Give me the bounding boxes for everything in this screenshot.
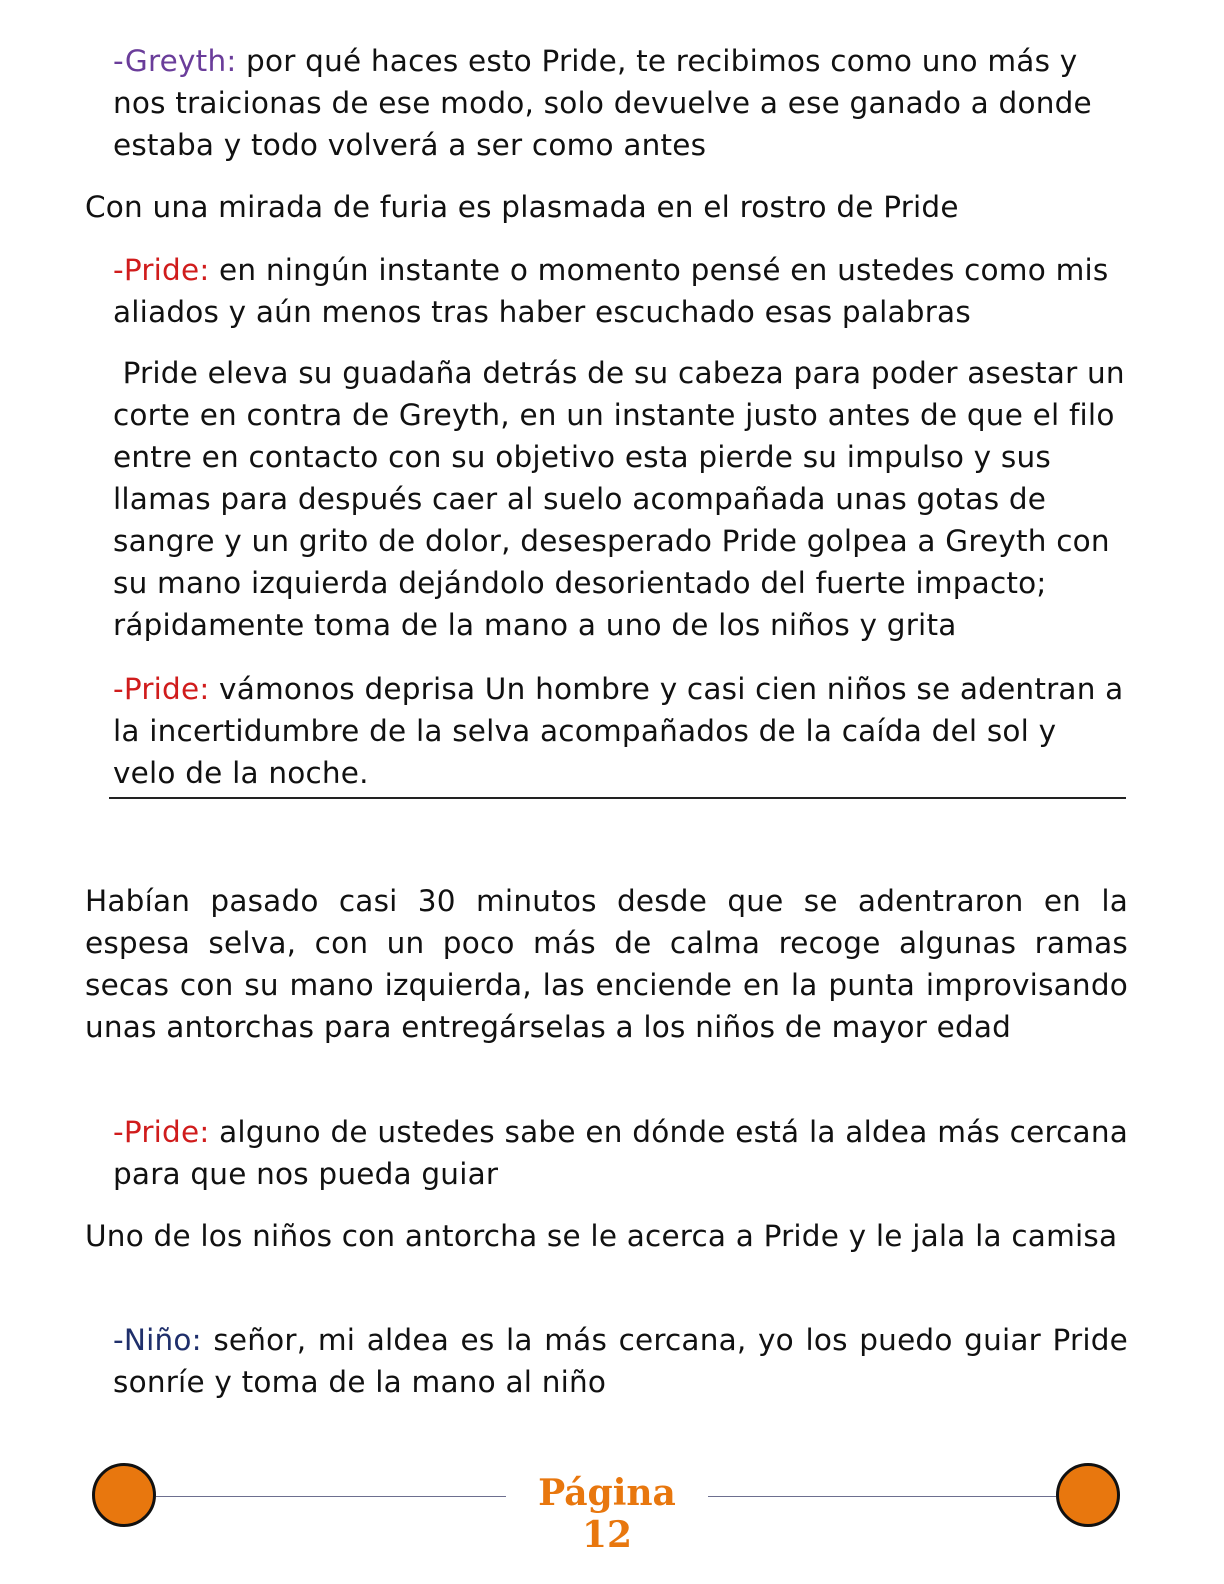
page-number: 12 (581, 1514, 633, 1556)
page-label: Página (538, 1472, 676, 1514)
orange-circle-ornament (1056, 1463, 1120, 1527)
dialogue-text: alguno de ustedes sabe en dónde está la aldea más cercana para que nos pueda guiar (113, 1115, 1128, 1191)
dialogue-nino (113, 1319, 1128, 1403)
dialogue-pride (113, 249, 1128, 333)
narration-paragraph: Uno de los niños con antorcha se le acerca a Pride y le jala la camisa (85, 1219, 1118, 1253)
speaker-label: -Pride: (113, 1115, 210, 1149)
speaker-label: -Niño: (113, 1323, 202, 1357)
dialogue-pride (113, 1111, 1128, 1195)
speaker-label: -Pride: (113, 253, 210, 287)
speaker-label: -Pride: (113, 672, 210, 706)
narration-paragraph: Habían pasado casi 30 minutos desde que se adentraron en la espesa selva, con un poco más de calma recoge algunas ramas secas con su mano izquierda, las enciende en la punta improvisando unas antorchas para entregárselas a los niños de mayor edad (85, 884, 1128, 1044)
dialogue-greyth (113, 40, 1128, 166)
speaker-label: -Greyth: (113, 44, 237, 78)
orange-circle-ornament (92, 1463, 156, 1527)
dialogue-text: señor, mi aldea es la más cercana, yo los puedo guiar Pride sonríe y toma de la mano al niño (113, 1323, 1128, 1399)
narration-paragraph: Con una mirada de furia es plasmada en el rostro de Pride (85, 190, 959, 224)
footer-rule (156, 1496, 506, 1497)
dialogue-pride (113, 668, 1128, 794)
dialogue-text: vámonos deprisa Un hombre y casi cien niños se adentran a la incertidumbre de la selva acompañados de la caída del sol y velo de la noche. (113, 672, 1124, 790)
dialogue-text: por qué haces esto Pride, te recibimos como uno más y nos traicionas de ese modo, solo devuelve a ese ganado a donde estaba y todo volverá a ser como antes (113, 44, 1092, 162)
page-footer (0, 1455, 1224, 1575)
section-divider (109, 797, 1126, 799)
narration-paragraph: Pride eleva su guadaña detrás de su cabeza para poder asestar un corte en contra de Greyth, en un instante justo antes de que el filo entre en contacto con su objetivo esta pierde su impulso y sus llamas para después caer al suelo acompañada unas gotas de sangre y un grito de dolor, desesperado Pride golpea a Greyth con su mano izquierda dejándolo desorientado del fuerte impacto; rápidamente toma de la mano a uno de los niños y grita (113, 356, 1135, 642)
footer-rule (708, 1496, 1056, 1497)
dialogue-text: en ningún instante o momento pensé en ustedes como mis aliados y aún menos tras haber escuchado esas palabras (113, 253, 1109, 329)
